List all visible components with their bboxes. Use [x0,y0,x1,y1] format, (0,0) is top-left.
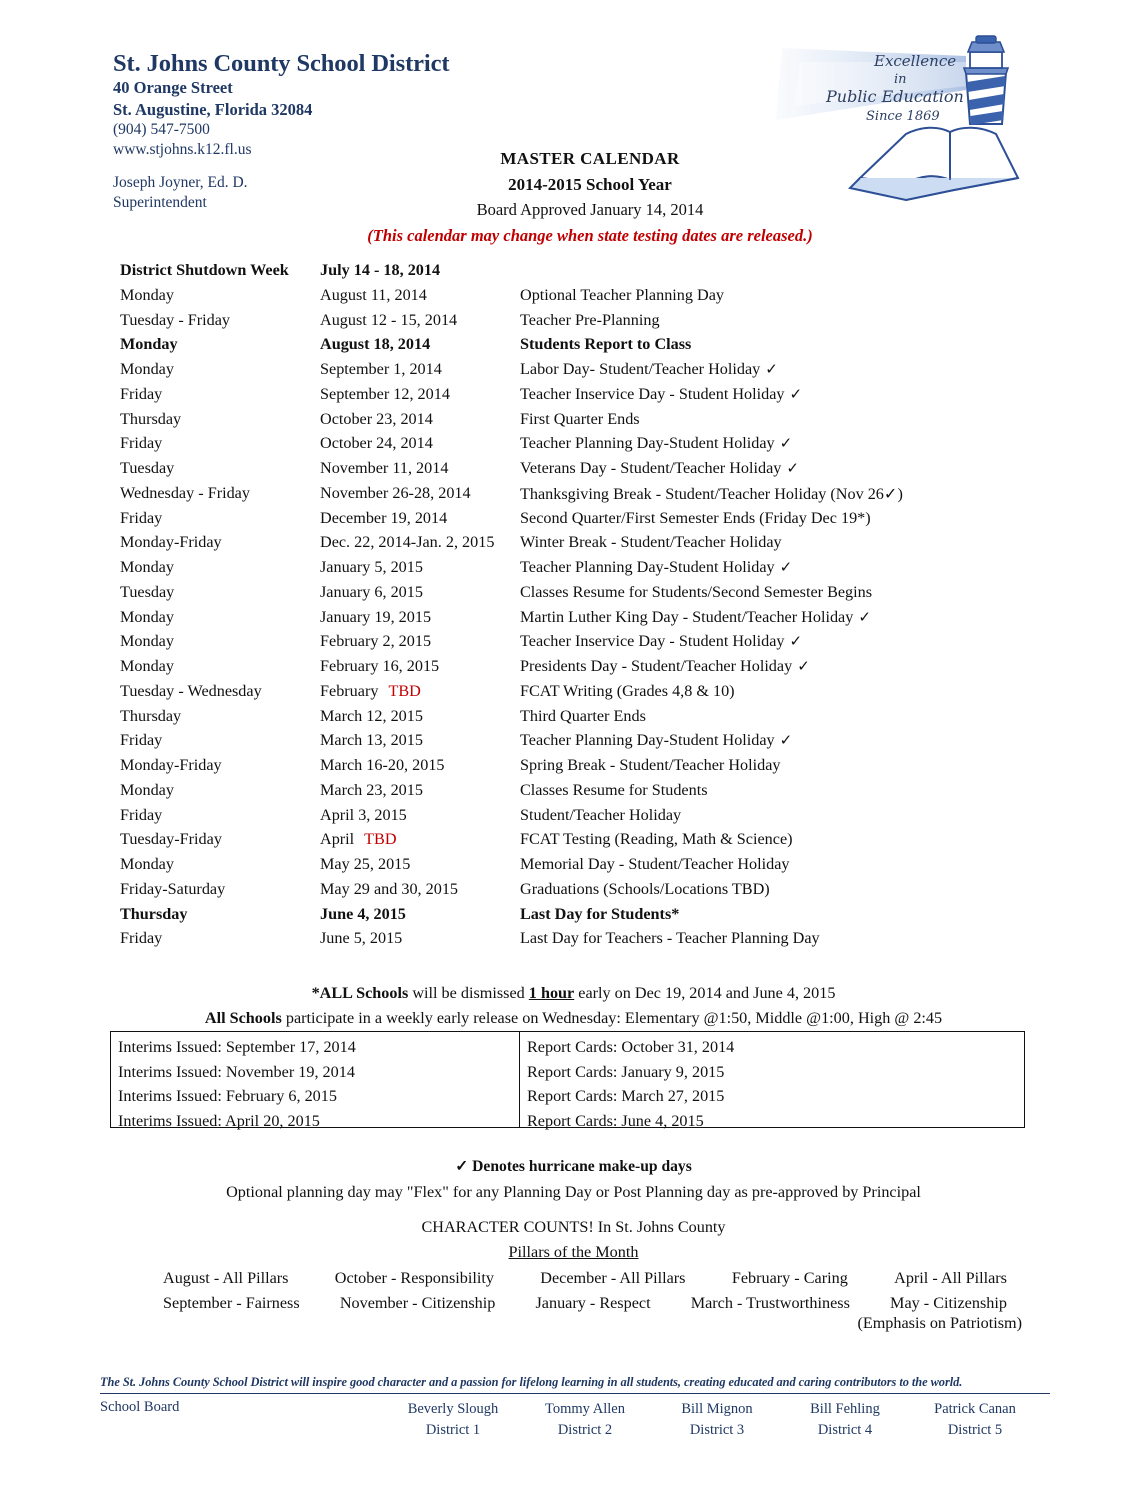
calendar-description-text: Martin Luther King Day - Student/Teacher Holiday [520,607,854,626]
calendar-description-text: Teacher Inservice Day - Student Holiday [520,632,785,651]
master-calendar-table [120,261,1020,954]
pillar-month-item: March - Trustworthiness [690,1294,850,1312]
calendar-date [320,335,430,354]
calendar-date-text: February 16, 2015 [320,657,440,675]
hurricane-makeup-check-icon: ✓ [797,659,810,675]
calendar-day-label: Monday [120,855,174,873]
board-member [520,1399,650,1441]
calendar-date-text: May 25, 2015 [320,855,411,873]
calendar-description [520,632,802,651]
report-card-item: Report Cards: January 9, 2015 [527,1062,725,1081]
hurricane-makeup-check-icon: ✓ [779,436,793,453]
board-member-name: Beverly Slough [407,1401,499,1417]
calendar-date-tbd: TBD [364,830,397,849]
calendar-row [120,509,1020,534]
calendar-description-text: Optional Teacher Planning Day [520,285,725,304]
school-board-row [100,1399,1050,1445]
calendar-row [120,657,1020,682]
calendar-row [120,806,1020,831]
hurricane-makeup-check-icon: ✓ [789,386,803,403]
superintendent-name: Joseph Joyner, Ed. D. [113,173,248,191]
calendar-description-text: Spring Break - Student/Teacher Holiday [520,756,781,774]
hurricane-makeup-check-icon: ✓ [765,362,778,378]
calendar-description-text: Classes Resume for Students/Second Semester Begins [520,582,873,601]
calendar-day-label: Tuesday - Friday [120,310,231,329]
calendar-description-text: Winter Break - Student/Teacher Holiday [520,533,782,552]
calendar-day-label: Tuesday-Friday [120,830,222,849]
calendar-day-label: Monday [120,558,174,576]
dismissal-note-end: early on Dec 19, 2014 and June 4, 2015 [574,984,836,1002]
calendar-date-text: August 18, 2014 [320,335,431,354]
calendar-date [320,261,440,280]
dismissal-note-bold: *ALL Schools [311,984,409,1002]
calendar-description [520,657,810,676]
board-member [388,1399,518,1441]
calendar-date-tbd: TBD [388,681,421,700]
calendar-day-label: Wednesday - Friday [120,483,250,502]
calendar-date-text: October 23, 2014 [320,409,433,428]
early-release-bold: All Schools [204,1009,282,1027]
lighthouse-book-logo [770,28,1035,213]
calendar-description-text: Third Quarter Ends [520,706,646,725]
calendar-day-label: District Shutdown Week [120,261,289,279]
district-phone: (904) 547-7500 [113,120,210,138]
calendar-date-text: September 1, 2014 [320,360,442,378]
calendar-day-label: Monday [120,780,174,799]
calendar-row [120,286,1020,311]
calendar-row [120,682,1020,707]
footer-divider [100,1393,1050,1394]
calendar-description [520,707,646,726]
calendar-row [120,533,1020,558]
calendar-day-label: Tuesday [120,459,175,477]
calendar-description-text: First Quarter Ends [520,409,640,428]
calendar-day-label: Tuesday - Wednesday [120,681,262,700]
calendar-description [520,558,792,577]
calendar-day-label: Monday [120,335,178,354]
calendar-description-text: Graduations (Schools/Locations TBD) [520,879,770,898]
calendar-date-text: November 26-28, 2014 [320,483,471,502]
calendar-date [320,286,427,305]
calendar-date [320,509,447,528]
calendar-disclaimer: (This calendar may change when state testing dates are released.) [367,225,813,245]
calendar-date-text: July 14 - 18, 2014 [320,261,441,279]
calendar-date [320,533,494,552]
calendar-description [520,434,792,453]
calendar-date [320,781,423,800]
calendar-date-text: January 5, 2015 [320,558,423,576]
calendar-date [320,657,439,676]
board-member-district: District 4 [817,1422,873,1439]
calendar-date [320,459,448,478]
calendar-description-text: Thanksgiving Break - Student/Teacher Holiday (Nov 26✓) [520,484,903,503]
district-address-line1: 40 Orange Street [113,78,233,98]
calendar-date-text: February 2, 2015 [320,632,432,651]
calendar-row [120,880,1020,905]
calendar-date [320,558,423,577]
calendar-description [520,905,679,924]
calendar-description-text: Labor Day- Student/Teacher Holiday [520,360,761,378]
calendar-day-label: Monday [120,632,174,651]
calendar-day-label: Monday [120,285,174,304]
early-release-rest: participate in a weekly early release on Wednesday: Elementary @1:50, Middle @1:00, High @ 2:45 [281,1009,943,1027]
calendar-row [120,410,1020,435]
interims-report-cards-box [110,1031,1025,1128]
calendar-description [520,484,903,504]
calendar-date-text: September 12, 2014 [320,384,450,403]
calendar-row [120,583,1020,608]
character-counts-heading: CHARACTER COUNTS! In St. Johns County [421,1218,726,1236]
hurricane-makeup-check-icon: ✓ [779,733,793,750]
calendar-date [320,360,442,379]
calendar-date-text: April [320,830,355,849]
interim-issued-item: Interims Issued: April 20, 2015 [118,1111,320,1130]
calendar-date-text: Dec. 22, 2014-Jan. 2, 2015 [320,533,495,552]
calendar-row [120,311,1020,336]
calendar-description-text: Presidents Day - Student/Teacher Holiday [520,657,793,675]
calendar-description-text: FCAT Testing (Reading, Math & Science) [520,830,793,849]
calendar-day-label: Thursday [120,904,188,923]
hurricane-makeup-note: ✓ Denotes hurricane make-up days [455,1158,692,1175]
calendar-description [520,682,735,701]
calendar-description [520,360,778,379]
flex-planning-note: Optional planning day may "Flex" for any Planning Day or Post Planning day as pre-approved by Principal [226,1183,921,1201]
calendar-day-label: Tuesday [120,582,175,601]
calendar-description [520,335,691,354]
calendar-description [520,311,660,330]
calendar-day-label: Friday [120,929,163,948]
pillars-row-second [160,1291,1010,1316]
calendar-row [120,756,1020,781]
calendar-day-label: Thursday [120,409,182,428]
pillars-of-the-month-heading [0,1243,1147,1262]
calendar-row [120,608,1020,633]
calendar-description-text: Teacher Planning Day-Student Holiday [520,434,775,453]
calendar-day-label: Monday [120,657,174,675]
calendar-description-text: FCAT Writing (Grades 4,8 & 10) [520,681,735,700]
board-member [910,1399,1040,1441]
calendar-date-text: June 5, 2015 [320,929,403,948]
calendar-description-text: Teacher Pre-Planning [520,310,660,329]
calendar-date [320,682,421,701]
calendar-date-text: April 3, 2015 [320,805,407,824]
board-member-district: District 2 [557,1422,613,1439]
interim-issued-item: Interims Issued: November 19, 2014 [118,1062,355,1081]
calendar-date [320,608,431,627]
pillars-title-text: Pillars of the Month [508,1243,639,1261]
calendar-day-label: Friday [120,805,163,824]
calendar-row [120,484,1020,509]
calendar-row [120,632,1020,657]
svg-text:Excellence: Excellence [874,52,957,70]
calendar-date-text: March 23, 2015 [320,780,423,799]
calendar-description-text: Second Quarter/First Semester Ends (Friday Dec 19*) [520,508,871,527]
calendar-day-label: Monday-Friday [120,756,222,774]
calendar-description [520,608,871,627]
district-name: St. Johns County School District [113,50,450,77]
report-cards-column [527,1035,734,1133]
calendar-day-label: Friday [120,731,163,750]
calendar-date-text: March 13, 2015 [320,731,423,750]
pillar-month-item: February - Caring [731,1269,848,1287]
calendar-date [320,880,458,899]
calendar-date [320,385,450,404]
calendar-description [520,929,820,948]
calendar-description [520,410,640,429]
pillar-month-item: April - All Pillars [894,1269,1007,1287]
calendar-date [320,484,471,503]
calendar-row [120,459,1020,484]
calendar-date [320,806,407,825]
box-vertical-divider [519,1032,520,1127]
calendar-day-label: Monday [120,360,174,378]
calendar-day-label: Friday [120,434,163,453]
board-member-name: Tommy Allen [545,1401,625,1417]
calendar-row [120,855,1020,880]
calendar-date-text: June 4, 2015 [320,904,406,923]
mission-statement: The St. Johns County School District will inspire good character and a passion for lifelong learning in all students, creating educated and caring contributors to the world. [100,1375,963,1389]
calendar-date [320,311,457,330]
pillar-month-item: January - Respect [535,1294,651,1312]
calendar-row [120,731,1020,756]
calendar-date [320,929,402,948]
page-title: MASTER CALENDAR [500,149,680,168]
hurricane-makeup-check-icon: ✓ [779,560,793,576]
calendar-description [520,286,724,305]
calendar-date-text: January 6, 2015 [320,582,423,601]
calendar-date [320,632,431,651]
board-member-district: District 5 [947,1422,1003,1439]
calendar-date-text: March 12, 2015 [320,706,423,725]
pillars-grid [160,1266,1010,1316]
calendar-description-text: Students Report to Class [520,335,692,354]
calendar-day-label: Monday-Friday [120,533,222,552]
calendar-row [120,929,1020,954]
pillar-month-item: December - All Pillars [540,1269,686,1287]
board-member [780,1399,910,1441]
calendar-description [520,385,802,404]
interims-column [118,1035,356,1133]
calendar-description [520,459,799,478]
calendar-row [120,558,1020,583]
superintendent-title: Superintendent [113,194,207,212]
calendar-description-text: Student/Teacher Holiday [520,805,682,824]
school-board-label: School Board [100,1399,180,1415]
calendar-date [320,905,406,924]
pillar-month-item: September - Fairness [163,1294,300,1312]
calendar-description-text: Memorial Day - Student/Teacher Holiday [520,855,790,873]
document-footer [100,1375,1050,1445]
pillar-month-item: May - Citizenship [890,1294,1007,1312]
board-approved-line: Board Approved January 14, 2014 [476,200,704,219]
calendar-description-text: Last Day for Students* [520,904,680,923]
report-card-item: Report Cards: October 31, 2014 [527,1038,735,1056]
calendar-date-text: March 16-20, 2015 [320,756,445,774]
calendar-date [320,830,397,849]
calendar-description [520,533,782,552]
pillar-month-item: November - Citizenship [339,1294,496,1312]
document-header [0,0,1147,250]
calendar-description [520,509,871,528]
calendar-date-text: May 29 and 30, 2015 [320,879,459,898]
calendar-description-text: Teacher Planning Day-Student Holiday [520,731,775,750]
calendar-day-label: Thursday [120,706,182,725]
calendar-row [120,434,1020,459]
calendar-row [120,905,1020,930]
interim-issued-item: Interims Issued: September 17, 2014 [118,1038,356,1056]
svg-text:Since 1869: Since 1869 [866,109,940,124]
calendar-description [520,880,770,899]
hurricane-makeup-check-icon: ✓ [858,609,871,626]
calendar-row [120,830,1020,855]
calendar-row [120,385,1020,410]
board-member-name: Patrick Canan [934,1401,1016,1417]
emphasis-patriotism-note: (Emphasis on Patriotism) [857,1314,1022,1332]
calendar-day-label: Friday [120,384,163,403]
pillar-month-item: August - All Pillars [163,1269,289,1287]
calendar-day-label: Friday-Saturday [120,879,226,898]
dismissal-note-mid: will be dismissed [408,984,529,1002]
calendar-date [320,410,433,429]
calendar-date [320,583,423,602]
calendar-date-text: August 11, 2014 [320,285,427,304]
calendar-date-text: January 19, 2015 [320,607,432,626]
board-member [652,1399,782,1441]
school-year-subtitle: 2014-2015 School Year [508,174,672,194]
calendar-description [520,731,792,750]
calendar-description-text: Last Day for Teachers - Teacher Planning Day [520,929,820,948]
calendar-description-text: Teacher Planning Day-Student Holiday [520,558,775,576]
calendar-description [520,830,793,849]
district-address-line2: St. Augustine, Florida 32084 [113,99,313,119]
calendar-date-text: December 19, 2014 [320,508,448,527]
calendar-description [520,756,781,775]
hurricane-makeup-check-icon: ✓ [786,461,799,477]
calendar-row [120,781,1020,806]
report-card-item: Report Cards: March 27, 2015 [527,1087,725,1106]
interim-issued-item: Interims Issued: February 6, 2015 [118,1087,337,1106]
calendar-description-text: Classes Resume for Students [520,780,708,799]
pillar-month-item: October - Responsibility [334,1269,494,1287]
calendar-date [320,707,423,726]
calendar-date-text: October 24, 2014 [320,434,433,453]
calendar-row [120,261,1020,286]
calendar-description [520,855,789,874]
calendar-date [320,756,445,775]
hurricane-makeup-check-icon: ✓ [789,634,803,651]
calendar-description-text: Teacher Inservice Day - Student Holiday [520,384,785,403]
calendar-day-label: Friday [120,508,163,527]
calendar-date [320,731,423,750]
board-member-name: Bill Mignon [681,1401,753,1417]
calendar-date [320,855,410,874]
calendar-date [320,434,433,453]
dismissal-note [0,984,1147,1003]
pillars-row-first [160,1266,1010,1291]
svg-text:in: in [894,72,907,87]
calendar-row [120,707,1020,732]
board-member-name: Bill Fehling [810,1401,880,1417]
board-member-district: District 3 [689,1422,745,1439]
calendar-row [120,335,1020,360]
dismissal-note-underline: 1 hour [528,984,575,1002]
calendar-date-text: February [320,681,379,700]
calendar-description-text: Veterans Day - Student/Teacher Holiday [520,459,782,477]
district-website[interactable]: www.stjohns.k12.fl.us [113,140,252,158]
calendar-description [520,806,681,825]
report-card-item: Report Cards: June 4, 2015 [527,1111,704,1130]
early-release-note [0,1009,1147,1028]
calendar-date-text: November 11, 2014 [320,459,449,477]
board-member-district: District 1 [425,1422,481,1439]
svg-text:Public Education: Public Education [826,87,964,106]
calendar-day-label: Monday [120,607,174,626]
calendar-date-text: August 12 - 15, 2014 [320,310,458,329]
calendar-description [520,781,708,800]
calendar-row [120,360,1020,385]
calendar-description [520,583,872,602]
